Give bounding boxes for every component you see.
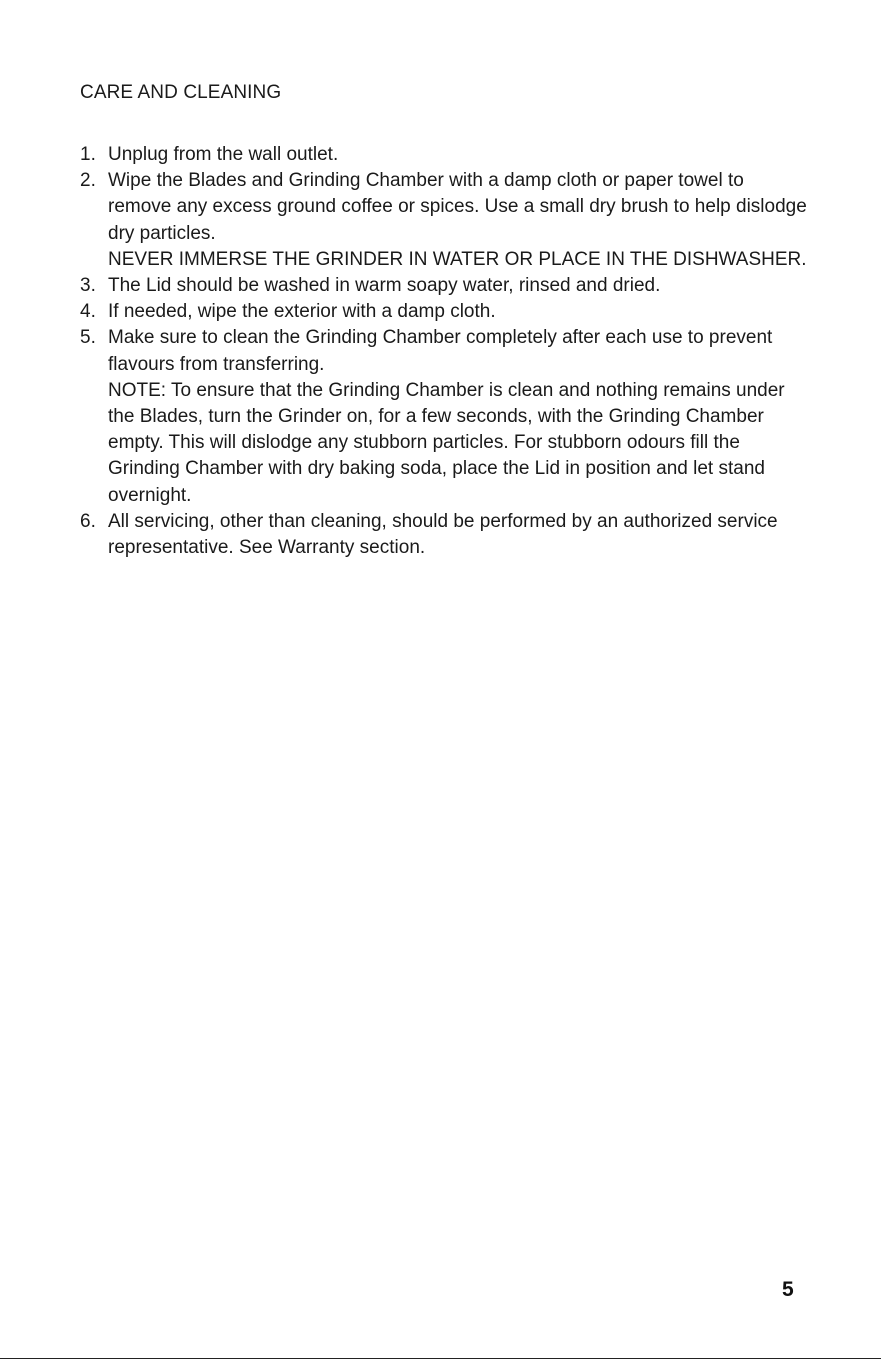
list-item-step-1 — [80, 142, 810, 168]
step-text: Wipe the Blades and Grinding Chamber with a damp cloth or paper towel to remove any excess ground coffee or spices. Use a small dry brush to help dislodge dry particles. — [108, 170, 807, 244]
cleaning-steps-list — [80, 142, 810, 561]
list-item-step-2 — [80, 168, 810, 273]
step-text: Make sure to clean the Grinding Chamber completely after each use to prevent flavours from transferring. — [108, 327, 773, 375]
step-text: All servicing, other than cleaning, should be performed by an authorized service representative. See Warranty section. — [108, 510, 778, 559]
step-text: Unplug from the wall outlet. — [108, 144, 339, 165]
step-number: 4. — [80, 301, 96, 323]
list-item-step-4 — [80, 299, 810, 325]
step-number: 1. — [80, 144, 96, 165]
step-number: 5. — [80, 327, 96, 349]
warning-text: NEVER IMMERSE THE GRINDER IN WATER OR PLACE IN THE DISHWASHER. — [108, 248, 807, 270]
step-number: 6. — [80, 510, 96, 532]
bottom-rule — [0, 1358, 881, 1359]
list-item-step-6 — [80, 509, 810, 561]
list-item-step-5 — [80, 325, 810, 508]
note-text: To ensure that the Grinding Chamber is clean and nothing remains under the Blades, turn the Grinder on, for a few seconds, with the Grinding Chamber empty. This will dislodge any stubborn particles. For stubborn odours fill the Grinding Chamber with dry baking soda, place the Lid in position and let stand overnight. — [108, 379, 785, 506]
page-number: 5 — [782, 1278, 794, 1301]
step-number: 2. — [80, 170, 96, 192]
section-heading: CARE AND CLEANING — [80, 82, 282, 103]
step-text: The Lid should be washed in warm soapy water, rinsed and dried. — [108, 275, 661, 297]
list-item-step-3 — [80, 273, 810, 299]
step-text: If needed, wipe the exterior with a damp cloth. — [108, 301, 496, 323]
note-paragraph — [108, 378, 810, 509]
note-label: NOTE: — [108, 379, 167, 401]
step-number: 3. — [80, 275, 96, 297]
